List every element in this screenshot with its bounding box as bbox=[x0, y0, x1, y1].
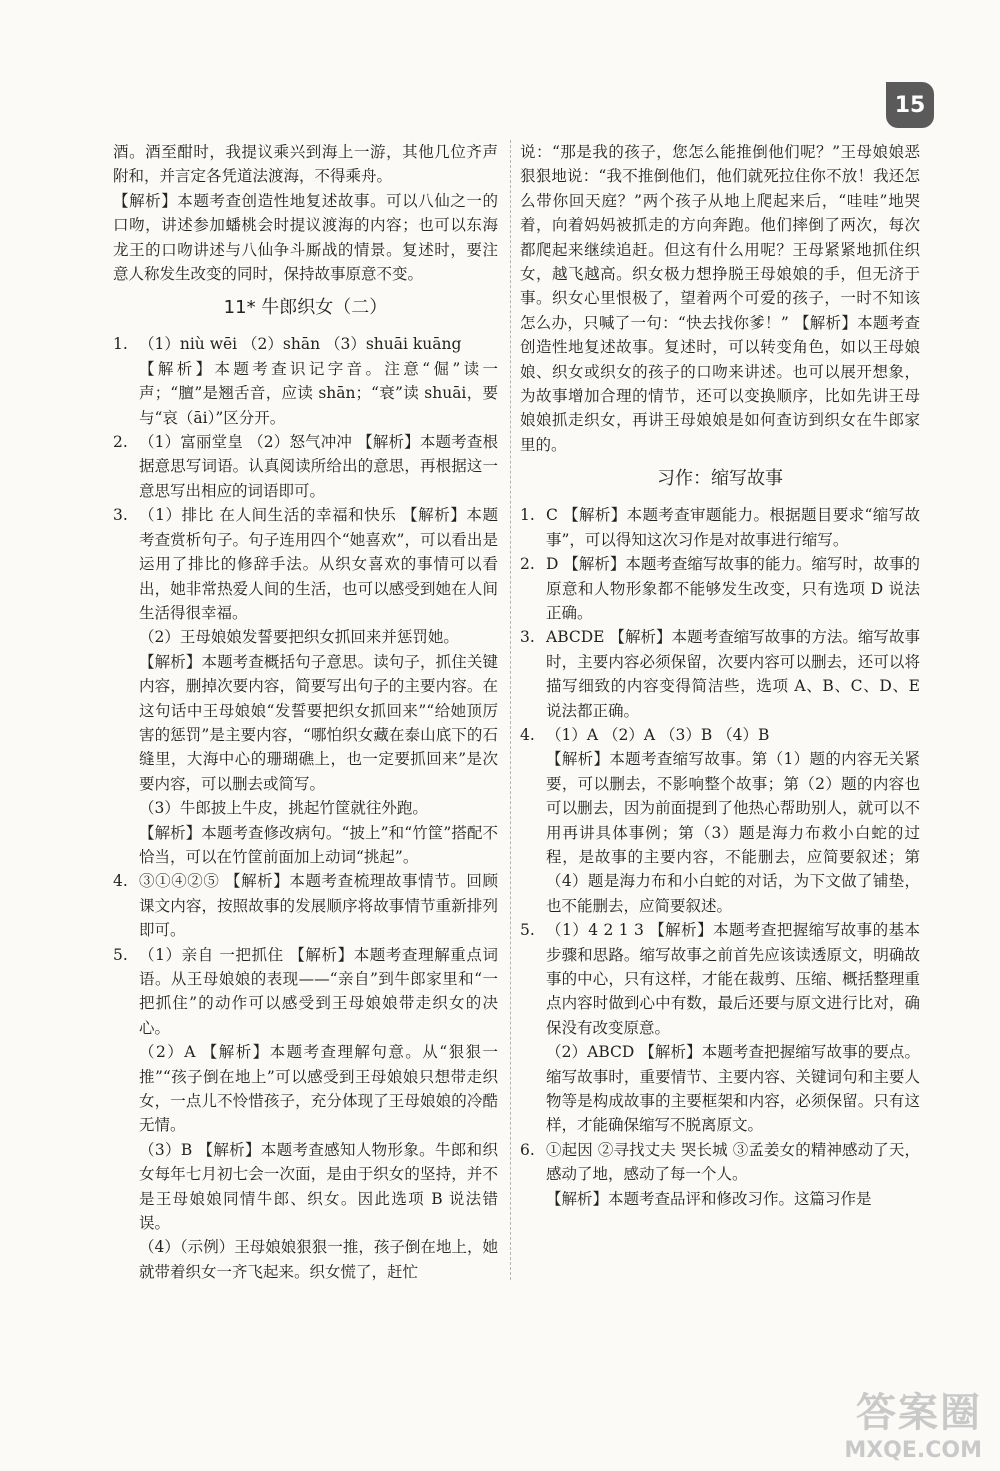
left-intro-text: 酒。酒至酣时，我提议乘兴到海上一游，其他几位齐声附和，并言定各凭道法渡海，不得乘舟。 bbox=[113, 143, 498, 186]
watermark-logo bbox=[844, 1381, 982, 1463]
left-column bbox=[113, 140, 498, 1284]
question-item: 2. D 【解析】本题考查缩写故事的能力。缩写时，故事的原意和人物形象都不能够发生改变，只有选项 D 说法正确。 bbox=[520, 555, 920, 622]
question-item: 5. （1）亲自 一把抓住 【解析】本题考查理解重点词语。从王母娘娘的表现——“亲自”到牛郎家里和“一把抓住”的动作可以感受到王母娘娘带走织女的决心。 （2）A 【解析】本题考查理解句意。从“狠狠一推”“孩子倒在地上”可以感受到王母娘娘只想带走织女，一点儿不怜惜孩子，充分体现了王母娘娘的冷酷无情。 （3）B 【解析】本题考查感知人物形象。牛郎和织女每年七月初七会一次面，是由于织女的坚持，并不是王母娘娘同情牛郎、织女。因此选项 B 说法错误。 （4）（示例）王母娘娘狠狠一推，孩子倒在地上，她就带着织女一齐飞起来。织女慌了，赶忙 bbox=[113, 945, 498, 1281]
question-item: 3. ABCDE 【解析】本题考查缩写故事的方法。缩写故事时，主要内容必须保留，次要内容可以删去，还可以将描写细致的内容变得简洁些，选项 A、B、C、D、E 说法都正确。 bbox=[520, 628, 920, 720]
question-item: 4. ③①④②⑤ 【解析】本题考查梳理故事情节。回顾课文内容，按照故事的发展顺序将故事情节重新排列即可。 bbox=[113, 872, 498, 940]
watermark-logo-title: 答案圈 bbox=[856, 1390, 982, 1436]
question-item: 4. （1）A （2）A （3）B （4）B 【解析】本题考查缩写故事。第（1）题的内容无关紧要，可以删去，不影响整个故事；第（2）题的内容也可以删去，因为前面提到了他热心帮助别人，就可以不用再讲具体事例；第（3）题是海力布救小白蛇的过程，是故事的主要内容，不能删去，应简要叙述；第（4）题是海力布和小白蛇的对话，为下文做了铺垫，也不能删去，应简要叙述。 bbox=[520, 725, 920, 915]
right-column bbox=[520, 140, 920, 1211]
question-item: 1. C 【解析】本题考查审题能力。根据题目要求“缩写故事”，可以得知这次习作是对故事进行缩写。 bbox=[520, 506, 920, 549]
page-number-badge: 15 bbox=[886, 82, 934, 128]
question-item: 5. （1）4 2 1 3 【解析】本题考查把握缩写故事的基本步骤和思路。缩写故事之前首先应该读透原文，明确故事的中心，只有这样，才能在裁剪、压缩、概括整理重点内容时做到心中有数，最后还要与原文进行比对，确保没有改变原意。 （2）ABCD 【解析】本题考查把握缩写故事的要点。缩写故事时，重要情节、主要内容、关键词句和主要人物等是构成故事的主要框架和内容，必须保留。只有这样，才能确保缩写不脱离原文。 bbox=[520, 921, 920, 1135]
column-divider bbox=[510, 140, 511, 1280]
right-intro-text: 说：“那是我的孩子，您怎么能推倒他们呢？”王母娘娘恶狠狠地说：“我不推倒他们，他们就死拉住你不放！我还怎么带你回天庭？”两个孩子从地上爬起来后，“哇哇”地哭着，向着妈妈被抓走的方向奔跑。他们摔倒了两次，每次都爬起来继续追赶。但这有什么用呢？王母紧紧地抓住织女，越飞越高。织女极力想挣脱王母娘娘的手，但无济于事。织女心里恨极了，望着两个可爱的孩子，一时不知该怎么办，只喊了一句：“快去找你爹！” 【解析】本题考查创造性地复述故事。复述时，可以转变角色，如以王母娘娘、织女或织女的孩子的口吻来讲述。也可以展开想象，为故事增加合理的情节，还可以变换顺序，比如先讲王母娘娘抓走织女，再讲王母娘娘是如何查访到织女在牛郎家里的。 bbox=[520, 143, 920, 454]
question-item: 6. ①起因 ②寻找丈夫 哭长城 ③孟姜女的精神感动了天，感动了地，感动了每一个人。 【解析】本题考查品评和修改习作。这篇习作是 bbox=[520, 1140, 920, 1208]
watermark-logo-url: MXQE.COM bbox=[844, 1438, 982, 1463]
question-item: 1. （1）niù wēi （2）shān （3）shuāi kuāng 【解析】本题考查识记字音。注意“倔”读一声；“膻”是翘舌音，应读 shān；“衰”读 shuāi，要与“哀（āi）”区分开。 bbox=[113, 335, 498, 427]
left-intro-analysis: 【解析】本题考查创造性地复述故事。可以八仙之一的口吻，讲述参加蟠桃会时提议渡海的内容；也可以东海龙王的口吻讲述与八仙争斗厮战的情景。复述时，要注意人称发生改变的同时，保持故事原意不变。 bbox=[113, 191, 498, 284]
question-item: 3. （1）排比 在人间生活的幸福和快乐 【解析】本题考查赏析句子。句子连用四个“她喜欢”，可以看出是运用了排比的修辞手法。从织女喜欢的事情可以看出，她非常热爱人间的生活，也可以感受到她在人间生活得很幸福。 （2）王母娘娘发誓要把织女抓回来并惩罚她。 【解析】本题考查概括句子意思。读句子，抓住关键内容，删掉次要内容，简要写出句子的主要内容。在这句话中王母娘娘“发誓要把织女抓回来”“给她顶厉害的惩罚”是主要内容，“哪怕织女藏在泰山底下的石缝里，大海中心的珊瑚礁上，也一定要抓回来”是次要内容，可以删去或简写。 （3）牛郎披上牛皮，挑起竹筐就往外跑。 【解析】本题考查修改病句。“披上”和“竹筐”搭配不恰当，可以在竹筐前面加上动词“挑起”。 bbox=[113, 506, 498, 866]
section-title-writing: 习作：缩写故事 bbox=[657, 468, 783, 490]
section-title-niulang: 11* 牛郎织女（二） bbox=[223, 297, 388, 319]
question-item: 2. （1）富丽堂皇 （2）怒气冲冲 【解析】本题考查根据意思写词语。认真阅读所给出的意思，再根据这一意思写出相应的词语即可。 bbox=[113, 433, 498, 500]
